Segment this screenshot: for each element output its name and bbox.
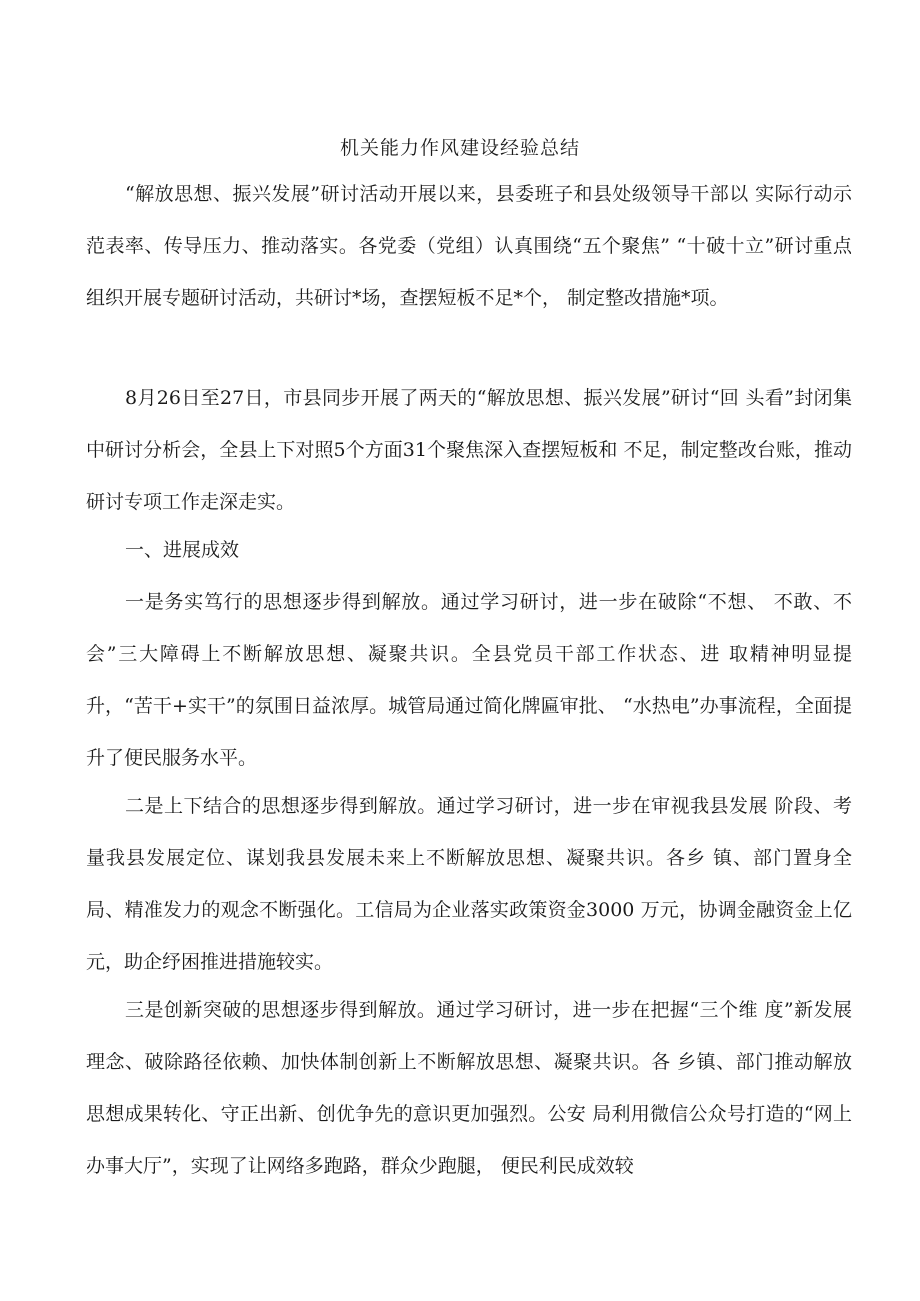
paragraph-point-one: 一是务实笃行的思想逐步得到解放。通过学习研讨，进一步在破除“不想、 不敢、不会”三大障碍上不断解放思想、凝聚共识。全县党员干部工作状态、进 取精神明显提升，“苦干+实干”的氛围日益浓厚。城管局通过简化牌匾审批、 “水热电”办事流程，全面提升了便民服务水平。 [86,591,852,769]
section-heading-progress: 一、进展成效 [125,539,240,561]
paragraph-intro: “解放思想、振兴发展”研讨活动开展以来，县委班子和县处级领导干部以 实际行动示范表率、传导压力、推动落实。各党委（党组）认真围绕“五个聚焦” “十破十立”研讨重点组织开展专题研讨活动，共研讨*场，查摆短板不足*个， 制定整改措施*项。 [86,183,852,309]
paragraph-point-two: 二是上下结合的思想逐步得到解放。通过学习研讨，进一步在审视我县发展 阶段、考量我县发展定位、谋划我县发展未来上不断解放思想、凝聚共识。各乡 镇、部门置身全局、精准发力的观念不断强化。工信局为企业落实政策资金3000 万元，协调金融资金上亿元，助企纾困推进措施较实。 [86,795,852,973]
paragraph-review-meeting: 8月26日至27日，市县同步开展了两天的“解放思想、振兴发展”研讨“回 头看”封闭集中研讨分析会，全县上下对照5个方面31个聚焦深入查摆短板和 不足，制定整改台账，推动研讨专项工作走深走实。 [86,387,852,513]
paragraph-point-three: 三是创新突破的思想逐步得到解放。通过学习研讨，进一步在把握“三个维 度”新发展理念、破除路径依赖、加快体制创新上不断解放思想、凝聚共识。各 乡镇、部门推动解放思想成果转化、守正出新、创优争先的意识更加强烈。公安 局利用微信公众号打造的“网上办事大厅”，实现了让网络多跑路，群众少跑腿， 便民利民成效较 [86,999,852,1177]
document-title: 机关能力作风建设经验总结 [339,137,580,159]
